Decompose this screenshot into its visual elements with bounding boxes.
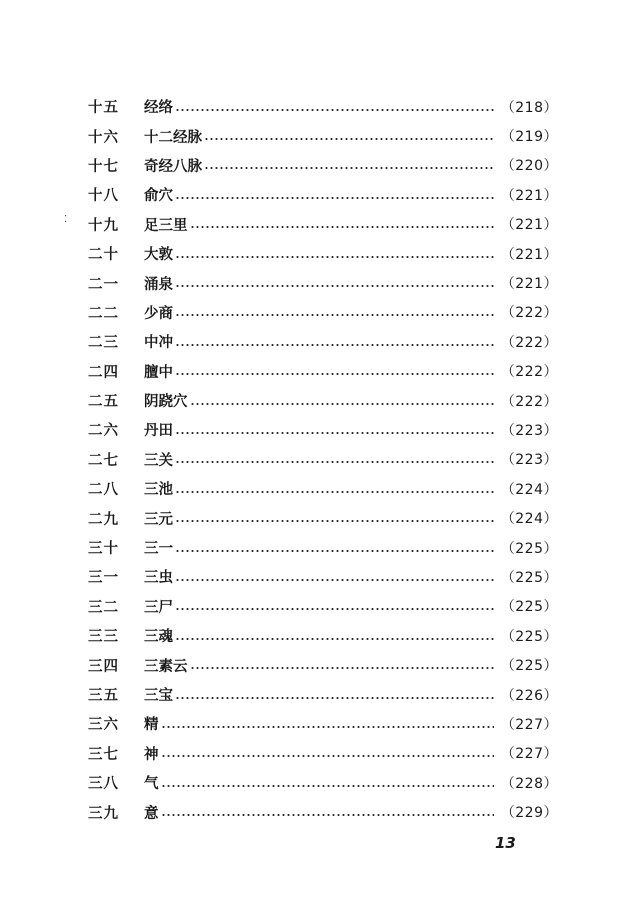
toc-entry-page: （224） bbox=[500, 511, 558, 528]
toc-entry-page: （227） bbox=[500, 716, 558, 733]
toc-entry bbox=[88, 121, 558, 150]
toc-entry bbox=[88, 357, 558, 386]
toc-entry-page: （221） bbox=[500, 246, 558, 263]
toc-entry bbox=[88, 239, 558, 268]
toc-entry-page: （222） bbox=[500, 393, 558, 410]
toc-entry-page: （221） bbox=[500, 217, 558, 234]
toc-entry-title: 丹田 bbox=[144, 422, 173, 440]
toc-entry bbox=[88, 739, 558, 768]
dot-leader bbox=[175, 460, 494, 464]
toc-entry-title: 三池 bbox=[144, 481, 173, 499]
dot-leader bbox=[175, 196, 494, 200]
toc-entry-page: （227） bbox=[500, 746, 558, 763]
toc-entry-number: 二六 bbox=[88, 422, 119, 440]
dot-leader bbox=[161, 813, 495, 817]
dot-leader bbox=[161, 784, 495, 788]
dot-leader bbox=[175, 313, 494, 317]
toc-entry-page: （225） bbox=[500, 628, 558, 645]
dot-leader bbox=[161, 754, 495, 758]
toc-entry-title: 精 bbox=[144, 716, 159, 734]
scan-specks: ⁚ bbox=[64, 214, 68, 225]
dot-leader bbox=[175, 696, 494, 700]
toc-entry bbox=[88, 562, 558, 591]
toc-entry-title: 涌泉 bbox=[144, 275, 173, 293]
toc-entry-number: 二七 bbox=[88, 451, 119, 469]
toc-entry-number: 十八 bbox=[88, 187, 119, 205]
toc-entry-page: （225） bbox=[500, 658, 558, 675]
toc-entry bbox=[88, 386, 558, 415]
dot-leader bbox=[175, 255, 494, 259]
toc-entry bbox=[88, 298, 558, 327]
toc-entry-page: （229） bbox=[500, 805, 558, 822]
dot-leader bbox=[175, 108, 494, 112]
toc-entry-title: 膻中 bbox=[144, 363, 173, 381]
dot-leader bbox=[175, 637, 494, 641]
toc-entry-title: 三一 bbox=[144, 540, 173, 558]
toc-entry bbox=[88, 709, 558, 738]
toc-entry bbox=[88, 621, 558, 650]
dot-leader bbox=[175, 343, 494, 347]
toc-entry bbox=[88, 151, 558, 180]
dot-leader bbox=[175, 578, 494, 582]
toc-entry-number: 二四 bbox=[88, 363, 119, 381]
toc-entry bbox=[88, 445, 558, 474]
toc-entry bbox=[88, 503, 558, 532]
toc-entry-title: 神 bbox=[144, 745, 159, 763]
toc-entry-title: 三关 bbox=[144, 451, 173, 469]
toc-entry-title: 三元 bbox=[144, 510, 173, 528]
toc-entry-number: 二九 bbox=[88, 510, 119, 528]
toc-entry-number: 十六 bbox=[88, 128, 119, 146]
toc-entry-number: 十七 bbox=[88, 157, 119, 175]
dot-leader bbox=[175, 607, 494, 611]
toc-entry-number: 三八 bbox=[88, 775, 119, 793]
toc-entry-title: 三宝 bbox=[144, 687, 173, 704]
toc-entry bbox=[88, 680, 558, 709]
toc-entry-page: （222） bbox=[500, 305, 558, 322]
toc-entry-number: 三十 bbox=[88, 540, 119, 558]
toc-entry-number: 三一 bbox=[88, 569, 119, 587]
toc-entry bbox=[88, 797, 558, 826]
toc-entry-title: 阴跷穴 bbox=[144, 393, 188, 411]
toc-entry bbox=[88, 768, 558, 797]
toc-entry-page: （228） bbox=[500, 775, 558, 792]
page-number: 13 bbox=[495, 834, 516, 852]
toc-entry-number: 三三 bbox=[88, 628, 119, 646]
dot-leader bbox=[175, 372, 494, 376]
toc-entry-page: （222） bbox=[500, 364, 558, 381]
toc-entry bbox=[88, 92, 558, 121]
toc-entry bbox=[88, 180, 558, 209]
dot-leader bbox=[190, 402, 495, 406]
toc-entry bbox=[88, 268, 558, 297]
toc-entry bbox=[88, 415, 558, 444]
toc-entry-page: （219） bbox=[500, 129, 558, 146]
toc-entry-page: （225） bbox=[500, 599, 558, 616]
toc-entry-number: 三九 bbox=[88, 804, 119, 822]
dot-leader bbox=[175, 549, 494, 553]
toc-entry-page: （224） bbox=[500, 481, 558, 498]
toc-entry-page: （225） bbox=[500, 540, 558, 557]
dot-leader bbox=[204, 166, 494, 170]
toc-entry-title: 经络 bbox=[144, 99, 173, 117]
dot-leader bbox=[175, 431, 494, 435]
dot-leader bbox=[204, 137, 494, 141]
toc-entry-number: 十九 bbox=[88, 216, 119, 234]
dot-leader bbox=[190, 666, 495, 670]
toc-entry bbox=[88, 327, 558, 356]
toc-entry-page: （226） bbox=[500, 687, 558, 704]
dot-leader bbox=[175, 284, 494, 288]
toc-entry-title: 意 bbox=[144, 804, 159, 822]
toc-entry-number: 三四 bbox=[88, 657, 119, 675]
toc-entry-number: 三七 bbox=[88, 745, 119, 763]
toc-entry bbox=[88, 592, 558, 621]
toc-entry-number: 二五 bbox=[88, 393, 119, 411]
toc-entry-page: （222） bbox=[500, 334, 558, 351]
toc-entry-number: 二十 bbox=[88, 246, 119, 264]
toc-entry-title: 奇经八脉 bbox=[144, 157, 202, 175]
toc-entry-number: 三二 bbox=[88, 598, 119, 616]
toc-entry-number: 二二 bbox=[88, 304, 119, 322]
toc-entry-page: （223） bbox=[500, 452, 558, 469]
toc-entry-page: （225） bbox=[500, 569, 558, 586]
dot-leader bbox=[175, 490, 494, 494]
toc-entry-title: 三素云 bbox=[144, 657, 188, 675]
toc-entry-page: （221） bbox=[500, 276, 558, 293]
toc-entry-title: 俞穴 bbox=[144, 187, 173, 205]
toc-entry-title: 三虫 bbox=[144, 569, 173, 587]
toc-entry-title: 气 bbox=[144, 775, 159, 793]
toc-entry-page: （218） bbox=[500, 99, 558, 116]
toc-entry bbox=[88, 533, 558, 562]
toc-entry-title: 三尸 bbox=[144, 598, 173, 616]
toc-entry-number: 三六 bbox=[88, 716, 119, 734]
toc-entry-number: 二三 bbox=[88, 334, 119, 352]
toc-entry-title: 少商 bbox=[144, 304, 173, 322]
toc-entry-title: 大敦 bbox=[144, 246, 173, 264]
toc-entry-title: 足三里 bbox=[144, 216, 188, 234]
toc-entry-page: （221） bbox=[500, 187, 558, 204]
dot-leader bbox=[175, 519, 494, 523]
toc-entry-number: 二八 bbox=[88, 481, 119, 499]
toc-entry-title: 三魂 bbox=[144, 628, 173, 646]
dot-leader bbox=[190, 225, 495, 229]
toc-entry-number: 十五 bbox=[88, 99, 119, 117]
toc-entry-page: （220） bbox=[500, 158, 558, 175]
toc-entry bbox=[88, 210, 558, 239]
table-of-contents bbox=[88, 92, 558, 827]
toc-entry-title: 中冲 bbox=[144, 334, 173, 352]
dot-leader bbox=[161, 725, 495, 729]
toc-entry-number: 二一 bbox=[88, 275, 119, 293]
toc-entry-title: 十二经脉 bbox=[144, 128, 202, 146]
toc-entry-number: 三五 bbox=[88, 687, 119, 704]
toc-entry bbox=[88, 650, 558, 679]
toc-entry bbox=[88, 474, 558, 503]
toc-entry-page: （223） bbox=[500, 422, 558, 439]
